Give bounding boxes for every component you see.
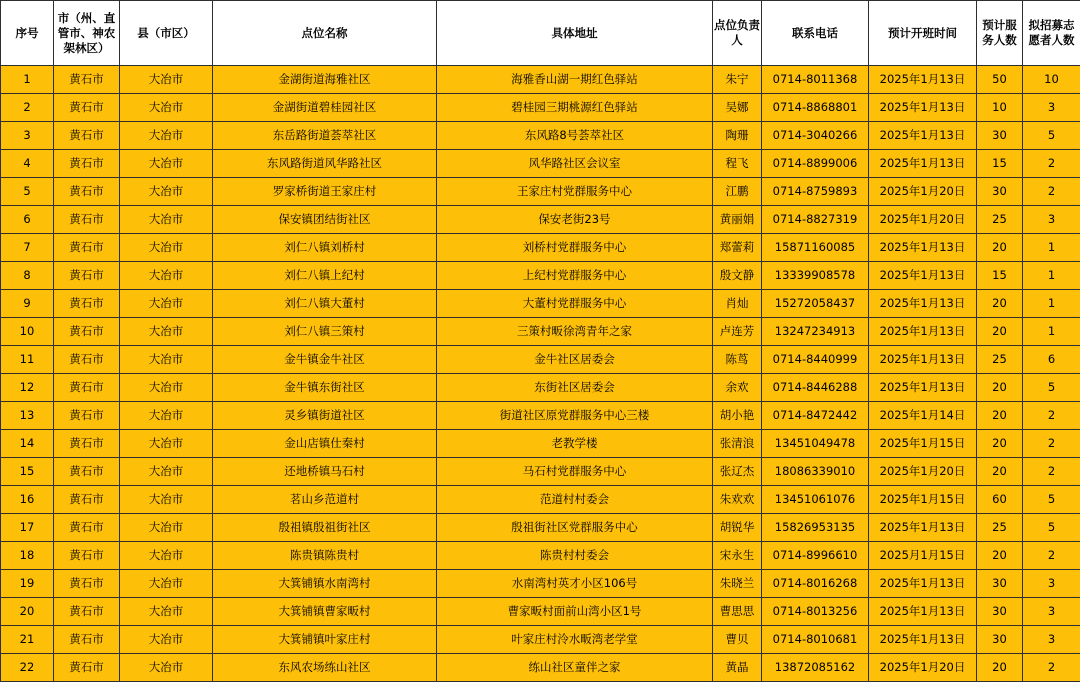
- cell-col-address: 大董村党群服务中心: [437, 290, 713, 318]
- cell-col-volunteer-count: 2: [1023, 402, 1080, 430]
- cell-col-volunteer-count: 2: [1023, 458, 1080, 486]
- cell-col-address: 街道社区原党群服务中心三楼: [437, 402, 713, 430]
- table-row: [1, 458, 1080, 486]
- cell-col-phone: 15272058437: [762, 290, 869, 318]
- cell-col-volunteer-count: 5: [1023, 122, 1080, 150]
- cell-col-service-count: 10: [977, 94, 1023, 122]
- cell-col-start-date: 2025年1月13日: [869, 318, 977, 346]
- cell-col-city: 黄石市: [54, 570, 120, 598]
- cell-col-phone: 0714-8011368: [762, 66, 869, 94]
- cell-col-contact-person: 曹思思: [713, 598, 762, 626]
- cell-col-start-date: 2025年1月13日: [869, 234, 977, 262]
- cell-col-city: 黄石市: [54, 178, 120, 206]
- cell-col-site-name: 金湖街道海雅社区: [213, 66, 437, 94]
- cell-col-volunteer-count: 2: [1023, 654, 1080, 682]
- cell-col-volunteer-count: 1: [1023, 318, 1080, 346]
- cell-col-contact-person: 陈茑: [713, 346, 762, 374]
- cell-col-city: 黄石市: [54, 206, 120, 234]
- table-row: [1, 66, 1080, 94]
- cell-col-index: 4: [1, 150, 54, 178]
- cell-col-address: 上纪村党群服务中心: [437, 262, 713, 290]
- cell-col-volunteer-count: 2: [1023, 430, 1080, 458]
- cell-col-site-name: 刘仁八镇三策村: [213, 318, 437, 346]
- cell-col-contact-person: 朱欢欢: [713, 486, 762, 514]
- cell-col-service-count: 20: [977, 290, 1023, 318]
- cell-col-site-name: 陈贵镇陈贵村: [213, 542, 437, 570]
- cell-col-city: 黄石市: [54, 122, 120, 150]
- cell-col-start-date: 2025年1月13日: [869, 122, 977, 150]
- cell-col-county: 大冶市: [120, 178, 213, 206]
- cell-col-phone: 0714-8996610: [762, 542, 869, 570]
- cell-col-index: 16: [1, 486, 54, 514]
- cell-col-phone: 0714-8440999: [762, 346, 869, 374]
- cell-col-volunteer-count: 2: [1023, 542, 1080, 570]
- cell-col-index: 12: [1, 374, 54, 402]
- header-col-contact-person: 点位负责人: [713, 1, 762, 66]
- cell-col-site-name: 保安镇团结街社区: [213, 206, 437, 234]
- cell-col-site-name: 刘仁八镇上纪村: [213, 262, 437, 290]
- cell-col-start-date: 2025年1月13日: [869, 290, 977, 318]
- cell-col-site-name: 金牛镇东街社区: [213, 374, 437, 402]
- cell-col-index: 1: [1, 66, 54, 94]
- cell-col-volunteer-count: 6: [1023, 346, 1080, 374]
- table-row: [1, 150, 1080, 178]
- cell-col-county: 大冶市: [120, 66, 213, 94]
- cell-col-service-count: 30: [977, 626, 1023, 654]
- cell-col-index: 5: [1, 178, 54, 206]
- table-row: [1, 290, 1080, 318]
- cell-col-address: 水南湾村英才小区106号: [437, 570, 713, 598]
- cell-col-phone: 0714-8016268: [762, 570, 869, 598]
- cell-col-county: 大冶市: [120, 654, 213, 682]
- cell-col-volunteer-count: 3: [1023, 94, 1080, 122]
- cell-col-county: 大冶市: [120, 346, 213, 374]
- cell-col-volunteer-count: 3: [1023, 570, 1080, 598]
- cell-col-contact-person: 曹贝: [713, 626, 762, 654]
- cell-col-contact-person: 余欢: [713, 374, 762, 402]
- cell-col-service-count: 20: [977, 542, 1023, 570]
- table-row: [1, 402, 1080, 430]
- cell-col-address: 海雅香山湖一期红色驿站: [437, 66, 713, 94]
- cell-col-start-date: 2025年1月20日: [869, 206, 977, 234]
- cell-col-site-name: 刘仁八镇大董村: [213, 290, 437, 318]
- cell-col-address: 殷祖街社区党群服务中心: [437, 514, 713, 542]
- table-row: [1, 654, 1080, 682]
- cell-col-index: 10: [1, 318, 54, 346]
- table-row: [1, 542, 1080, 570]
- cell-col-address: 保安老街23号: [437, 206, 713, 234]
- cell-col-start-date: 2025年1月15日: [869, 486, 977, 514]
- cell-col-county: 大冶市: [120, 122, 213, 150]
- cell-col-volunteer-count: 5: [1023, 514, 1080, 542]
- header-col-county: 县（市区）: [120, 1, 213, 66]
- table-row: [1, 318, 1080, 346]
- cell-col-start-date: 2025年1月13日: [869, 346, 977, 374]
- table-row: [1, 346, 1080, 374]
- cell-col-service-count: 60: [977, 486, 1023, 514]
- cell-col-contact-person: 陶珊: [713, 122, 762, 150]
- cell-col-volunteer-count: 1: [1023, 234, 1080, 262]
- cell-col-city: 黄石市: [54, 374, 120, 402]
- cell-col-service-count: 50: [977, 66, 1023, 94]
- cell-col-service-count: 25: [977, 206, 1023, 234]
- cell-col-service-count: 15: [977, 150, 1023, 178]
- cell-col-city: 黄石市: [54, 290, 120, 318]
- cell-col-city: 黄石市: [54, 234, 120, 262]
- cell-col-phone: 18086339010: [762, 458, 869, 486]
- cell-col-index: 14: [1, 430, 54, 458]
- header-col-site-name: 点位名称: [213, 1, 437, 66]
- cell-col-site-name: 金湖街道碧桂园社区: [213, 94, 437, 122]
- cell-col-index: 21: [1, 626, 54, 654]
- cell-col-contact-person: 胡小艳: [713, 402, 762, 430]
- cell-col-city: 黄石市: [54, 346, 120, 374]
- cell-col-contact-person: 郑蕾莉: [713, 234, 762, 262]
- cell-col-index: 11: [1, 346, 54, 374]
- cell-col-site-name: 金山店镇仕秦村: [213, 430, 437, 458]
- table-row: [1, 486, 1080, 514]
- header-row: [1, 1, 1080, 66]
- cell-col-service-count: 30: [977, 598, 1023, 626]
- header-col-service-count: 预计服务人数: [977, 1, 1023, 66]
- cell-col-service-count: 20: [977, 234, 1023, 262]
- cell-col-phone: 0714-8868801: [762, 94, 869, 122]
- cell-col-county: 大冶市: [120, 318, 213, 346]
- cell-col-contact-person: 吴娜: [713, 94, 762, 122]
- table-row: [1, 262, 1080, 290]
- cell-col-site-name: 东风路街道风华路社区: [213, 150, 437, 178]
- cell-col-city: 黄石市: [54, 430, 120, 458]
- cell-col-start-date: 2025年1月13日: [869, 94, 977, 122]
- cell-col-site-name: 东风农场练山社区: [213, 654, 437, 682]
- cell-col-volunteer-count: 1: [1023, 290, 1080, 318]
- cell-col-start-date: 2025年1月13日: [869, 570, 977, 598]
- cell-col-site-name: 刘仁八镇刘桥村: [213, 234, 437, 262]
- cell-col-service-count: 20: [977, 430, 1023, 458]
- cell-col-county: 大冶市: [120, 262, 213, 290]
- cell-col-site-name: 大箕铺镇曹家畈村: [213, 598, 437, 626]
- cell-col-county: 大冶市: [120, 402, 213, 430]
- cell-col-contact-person: 张辽杰: [713, 458, 762, 486]
- cell-col-service-count: 15: [977, 262, 1023, 290]
- cell-col-phone: 13451049478: [762, 430, 869, 458]
- header-col-city: 市（州、直管市、神农架林区）: [54, 1, 120, 66]
- header-col-index: 序号: [1, 1, 54, 66]
- cell-col-phone: 0714-3040266: [762, 122, 869, 150]
- cell-col-index: 22: [1, 654, 54, 682]
- cell-col-county: 大冶市: [120, 374, 213, 402]
- table-row: [1, 234, 1080, 262]
- cell-col-phone: 0714-8899006: [762, 150, 869, 178]
- cell-col-service-count: 20: [977, 318, 1023, 346]
- cell-col-contact-person: 朱晓兰: [713, 570, 762, 598]
- cell-col-site-name: 灵乡镇街道社区: [213, 402, 437, 430]
- cell-col-address: 风华路社区会议室: [437, 150, 713, 178]
- cell-col-contact-person: 江鹏: [713, 178, 762, 206]
- cell-col-city: 黄石市: [54, 626, 120, 654]
- cell-col-start-date: 2025年1月13日: [869, 374, 977, 402]
- cell-col-index: 8: [1, 262, 54, 290]
- header-col-address: 具体地址: [437, 1, 713, 66]
- header-col-phone: 联系电话: [762, 1, 869, 66]
- cell-col-address: 马石村党群服务中心: [437, 458, 713, 486]
- cell-col-contact-person: 张清浪: [713, 430, 762, 458]
- cell-col-volunteer-count: 3: [1023, 626, 1080, 654]
- cell-col-city: 黄石市: [54, 486, 120, 514]
- cell-col-index: 9: [1, 290, 54, 318]
- cell-col-index: 19: [1, 570, 54, 598]
- table-row: [1, 94, 1080, 122]
- cell-col-service-count: 20: [977, 654, 1023, 682]
- cell-col-service-count: 25: [977, 514, 1023, 542]
- cell-col-start-date: 2025年1月13日: [869, 66, 977, 94]
- cell-col-city: 黄石市: [54, 654, 120, 682]
- cell-col-county: 大冶市: [120, 570, 213, 598]
- cell-col-phone: 0714-8013256: [762, 598, 869, 626]
- cell-col-city: 黄石市: [54, 458, 120, 486]
- cell-col-county: 大冶市: [120, 94, 213, 122]
- cell-col-start-date: 2025月1月15日: [869, 542, 977, 570]
- cell-col-phone: 13339908578: [762, 262, 869, 290]
- table-row: [1, 514, 1080, 542]
- cell-col-service-count: 20: [977, 458, 1023, 486]
- cell-col-address: 范道村村委会: [437, 486, 713, 514]
- cell-col-volunteer-count: 2: [1023, 150, 1080, 178]
- cell-col-city: 黄石市: [54, 66, 120, 94]
- cell-col-county: 大冶市: [120, 598, 213, 626]
- cell-col-service-count: 20: [977, 402, 1023, 430]
- cell-col-site-name: 茗山乡范道村: [213, 486, 437, 514]
- cell-col-service-count: 30: [977, 570, 1023, 598]
- cell-col-phone: 0714-8472442: [762, 402, 869, 430]
- cell-col-site-name: 金牛镇金牛社区: [213, 346, 437, 374]
- cell-col-index: 15: [1, 458, 54, 486]
- cell-col-index: 3: [1, 122, 54, 150]
- cell-col-contact-person: 宋永生: [713, 542, 762, 570]
- cell-col-address: 三策村畈徐湾青年之家: [437, 318, 713, 346]
- cell-col-volunteer-count: 3: [1023, 598, 1080, 626]
- cell-col-county: 大冶市: [120, 458, 213, 486]
- cell-col-index: 2: [1, 94, 54, 122]
- cell-col-service-count: 20: [977, 374, 1023, 402]
- cell-col-index: 20: [1, 598, 54, 626]
- cell-col-county: 大冶市: [120, 430, 213, 458]
- cell-col-volunteer-count: 5: [1023, 374, 1080, 402]
- cell-col-volunteer-count: 3: [1023, 206, 1080, 234]
- table-row: [1, 374, 1080, 402]
- cell-col-phone: 0714-8010681: [762, 626, 869, 654]
- cell-col-city: 黄石市: [54, 598, 120, 626]
- cell-col-county: 大冶市: [120, 206, 213, 234]
- cell-col-start-date: 2025年1月13日: [869, 598, 977, 626]
- header-col-start-date: 预计开班时间: [869, 1, 977, 66]
- cell-col-site-name: 殷祖镇殷祖街社区: [213, 514, 437, 542]
- table-row: [1, 570, 1080, 598]
- table-body: [1, 66, 1080, 682]
- cell-col-index: 6: [1, 206, 54, 234]
- cell-col-site-name: 东岳路街道荟萃社区: [213, 122, 437, 150]
- cell-col-address: 刘桥村党群服务中心: [437, 234, 713, 262]
- table-row: [1, 206, 1080, 234]
- cell-col-service-count: 30: [977, 122, 1023, 150]
- cell-col-address: 金牛社区居委会: [437, 346, 713, 374]
- cell-col-address: 叶家庄村泠水畈湾老学堂: [437, 626, 713, 654]
- table-row: [1, 430, 1080, 458]
- table-row: [1, 598, 1080, 626]
- cell-col-start-date: 2025年1月13日: [869, 626, 977, 654]
- cell-col-volunteer-count: 1: [1023, 262, 1080, 290]
- cell-col-phone: 0714-8446288: [762, 374, 869, 402]
- cell-col-start-date: 2025年1月14日: [869, 402, 977, 430]
- cell-col-start-date: 2025年1月20日: [869, 458, 977, 486]
- cell-col-contact-person: 殷文静: [713, 262, 762, 290]
- cell-col-city: 黄石市: [54, 262, 120, 290]
- cell-col-contact-person: 卢连芳: [713, 318, 762, 346]
- cell-col-volunteer-count: 10: [1023, 66, 1080, 94]
- table-row: [1, 122, 1080, 150]
- cell-col-phone: 0714-8759893: [762, 178, 869, 206]
- cell-col-address: 老教学楼: [437, 430, 713, 458]
- cell-col-contact-person: 胡锐华: [713, 514, 762, 542]
- cell-col-site-name: 还地桥镇马石村: [213, 458, 437, 486]
- cell-col-start-date: 2025年1月13日: [869, 150, 977, 178]
- cell-col-county: 大冶市: [120, 542, 213, 570]
- cell-col-site-name: 大箕铺镇水南湾村: [213, 570, 437, 598]
- cell-col-county: 大冶市: [120, 234, 213, 262]
- cell-col-county: 大冶市: [120, 486, 213, 514]
- header-col-volunteer-count: 拟招募志愿者人数: [1023, 1, 1080, 66]
- cell-col-county: 大冶市: [120, 290, 213, 318]
- cell-col-address: 王家庄村党群服务中心: [437, 178, 713, 206]
- cell-col-volunteer-count: 5: [1023, 486, 1080, 514]
- cell-col-address: 东街社区居委会: [437, 374, 713, 402]
- cell-col-volunteer-count: 2: [1023, 178, 1080, 206]
- cell-col-city: 黄石市: [54, 402, 120, 430]
- cell-col-contact-person: 程飞: [713, 150, 762, 178]
- cell-col-city: 黄石市: [54, 150, 120, 178]
- cell-col-contact-person: 黄晶: [713, 654, 762, 682]
- cell-col-city: 黄石市: [54, 514, 120, 542]
- cell-col-contact-person: 黄丽娟: [713, 206, 762, 234]
- cell-col-address: 曹家畈村面前山湾小区1号: [437, 598, 713, 626]
- cell-col-contact-person: 朱宁: [713, 66, 762, 94]
- cell-col-index: 18: [1, 542, 54, 570]
- cell-col-county: 大冶市: [120, 150, 213, 178]
- cell-col-address: 东风路8号荟萃社区: [437, 122, 713, 150]
- cell-col-start-date: 2025年1月13日: [869, 262, 977, 290]
- cell-col-index: 7: [1, 234, 54, 262]
- cell-col-service-count: 25: [977, 346, 1023, 374]
- cell-col-index: 17: [1, 514, 54, 542]
- cell-col-phone: 15871160085: [762, 234, 869, 262]
- table-row: [1, 178, 1080, 206]
- cell-col-start-date: 2025年1月20日: [869, 654, 977, 682]
- cell-col-city: 黄石市: [54, 542, 120, 570]
- cell-col-city: 黄石市: [54, 94, 120, 122]
- cell-col-phone: 13451061076: [762, 486, 869, 514]
- cell-col-index: 13: [1, 402, 54, 430]
- cell-col-county: 大冶市: [120, 626, 213, 654]
- cell-col-phone: 0714-8827319: [762, 206, 869, 234]
- cell-col-address: 练山社区童伴之家: [437, 654, 713, 682]
- table-row: [1, 626, 1080, 654]
- cell-col-phone: 13247234913: [762, 318, 869, 346]
- cell-col-contact-person: 肖灿: [713, 290, 762, 318]
- cell-col-site-name: 罗家桥街道王家庄村: [213, 178, 437, 206]
- cell-col-start-date: 2025年1月20日: [869, 178, 977, 206]
- cell-col-phone: 13872085162: [762, 654, 869, 682]
- cell-col-site-name: 大箕铺镇叶家庄村: [213, 626, 437, 654]
- cell-col-county: 大冶市: [120, 514, 213, 542]
- cell-col-service-count: 30: [977, 178, 1023, 206]
- cell-col-phone: 15826953135: [762, 514, 869, 542]
- cell-col-address: 碧桂园三期桃源红色驿站: [437, 94, 713, 122]
- cell-col-start-date: 2025年1月15日: [869, 430, 977, 458]
- cell-col-address: 陈贵村村委会: [437, 542, 713, 570]
- cell-col-start-date: 2025年1月13日: [869, 514, 977, 542]
- cell-col-city: 黄石市: [54, 318, 120, 346]
